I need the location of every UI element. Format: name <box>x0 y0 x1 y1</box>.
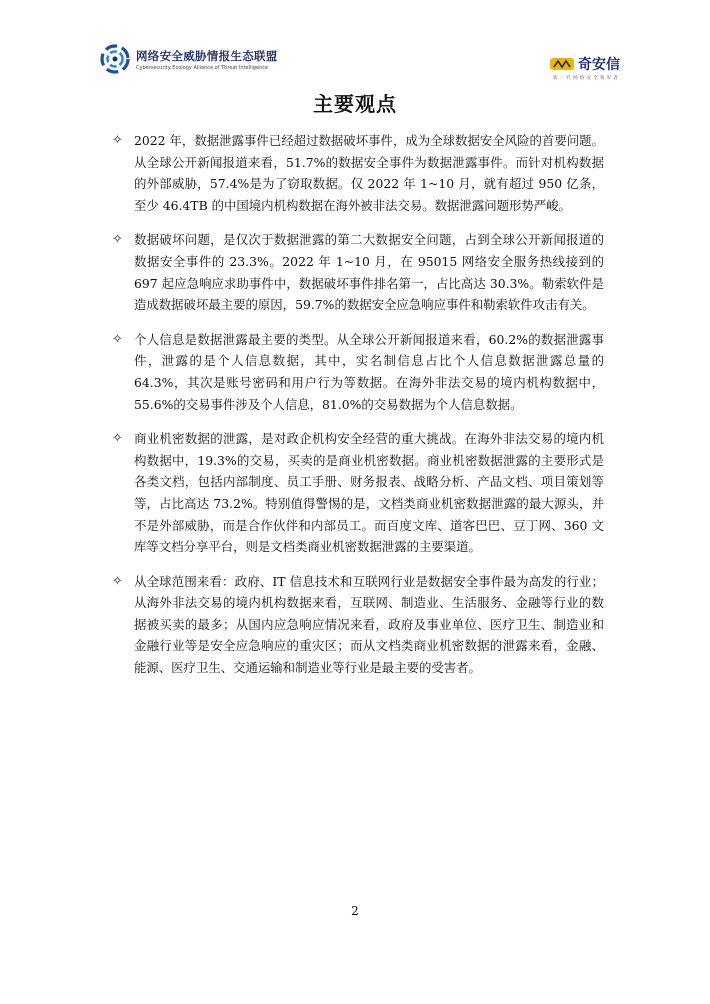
qianxin-logo <box>549 54 620 81</box>
list-item <box>112 329 604 415</box>
bullet-icon: ✧ <box>112 431 123 447</box>
brand-slogan: 新一代网络安全领军者 <box>553 76 620 81</box>
bullet-icon: ✧ <box>112 331 123 347</box>
point-text: 数据破坏问题，是仅次于数据泄露的第二大数据安全问题，占到全球公开新闻报道的数据安全事件的 23.3%。2022 年 1~10 月，在 95015 网络安全服务热线接到的 697 起应急响应求助事件中，数据破坏事件排名第一，占比高达 30.3%。勒索软件是造成数据破坏最主要的原因，59.7%的数据安全应急响应事件和勒索软件攻击有关。 <box>134 232 604 313</box>
point-text: 2022 年，数据泄露事件已经超过数据破坏事件，成为全球数据安全风险的首要问题。从全球公开新闻报道来看，51.7%的数据安全事件为数据泄露事件。而针对机构数据的外部威胁，57.4%是为了窃取数据。仅 2022 年 1~10 月，就有超过 950 亿条，至少 46.4TB 的中国境内机构数据在海外被非法交易。数据泄露问题形势严峻。 <box>134 133 604 213</box>
alliance-logo-icon <box>100 44 130 74</box>
page-number: 2 <box>351 904 359 918</box>
qianxin-logo-icon <box>549 56 575 72</box>
alliance-name-en: Cybersecurity Ecology Alliance of Threat Intelligence <box>136 64 269 71</box>
point-text: 商业机密数据的泄露，是对政企机构安全经营的重大挑战。在海外非法交易的境内机构数据中，19.3%的交易，买卖的是商业机密数据。商业机密数据泄露的主要形式是各类文档，包括内部制度、员工手册、财务报表、战略分析、产品文档、项目策划等等，占比高达 73.2%。特别值得警惕的是，文档类商业机密数据泄露的最大源头，并不是外部威胁，而是合作伙伴和内部员工。而百度文库、道客巴巴、豆丁网、360 文库等文档分享平台，则是文档类商业机密数据泄露的主要渠道。 <box>134 431 604 555</box>
bullet-icon: ✧ <box>112 232 123 248</box>
alliance-logo <box>100 44 278 74</box>
list-item <box>112 130 604 216</box>
alliance-name-cn: 网络安全威胁情报生态联盟 <box>136 48 278 63</box>
page-title: 主要观点 <box>313 92 397 116</box>
point-text: 从全球范围来看：政府、IT 信息技术和互联网行业是数据安全事件最为高发的行业；从海外非法交易的境内机构数据来看，互联网、制造业、生活服务、金融等行业的数据被买卖的最多；从国内应急响应情况来看，政府及事业单位、医疗卫生、制造业和金融行业等是安全应急响应的重灾区；而从文档类商业机密数据的泄露来看，金融、能源、医疗卫生、交通运输和制造业等行业是最主要的受害者。 <box>134 573 604 676</box>
page-header <box>100 44 620 94</box>
list-item <box>112 428 604 558</box>
bullet-icon: ✧ <box>112 573 123 589</box>
key-points-list <box>112 130 604 692</box>
brand-name: 奇安信 <box>578 57 620 73</box>
list-item <box>112 229 604 315</box>
list-item <box>112 571 604 679</box>
point-text: 个人信息是数据泄露最主要的类型。从全球公开新闻报道来看，60.2%的数据泄露事件，泄露的是个人信息数据，其中，实名制信息占比个人信息数据泄露总量的 64.3%，其次是账号密码和用户行为等数据。在海外非法交易的境内机构数据中，55.6%的交易事件涉及个人信息，81.0%的交易数据为个人信息数据。 <box>134 331 604 412</box>
bullet-icon: ✧ <box>112 133 123 148</box>
